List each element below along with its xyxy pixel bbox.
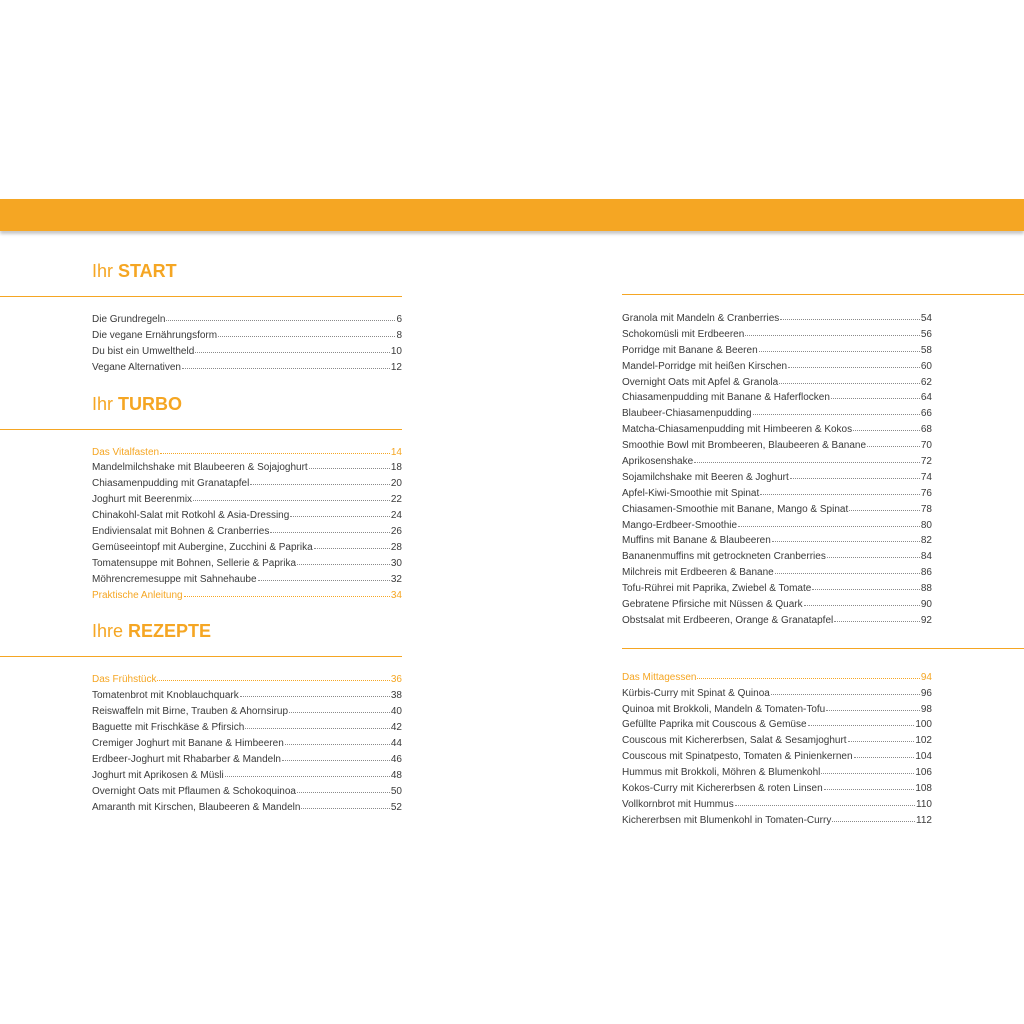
toc-entry bbox=[622, 701, 932, 717]
toc-entry-title: Amaranth mit Kirschen, Blaubeeren & Mandeln bbox=[92, 801, 301, 813]
toc-entry-title: Vegane Alternativen bbox=[92, 361, 181, 373]
toc-entry-title: Vollkornbrot mit Hummus bbox=[622, 798, 734, 810]
toc-entry-title: Möhrencremesuppe mit Sahnehaube bbox=[92, 573, 257, 585]
toc-entry-page: 30 bbox=[390, 557, 402, 569]
toc-entry-page: 108 bbox=[915, 783, 932, 795]
dot-leader bbox=[831, 388, 920, 399]
dot-leader bbox=[779, 373, 920, 384]
toc-entry-title: Aprikosenshake bbox=[622, 456, 694, 468]
toc-entry-page: 64 bbox=[920, 392, 932, 404]
toc-entry-page: 40 bbox=[390, 706, 402, 718]
toc-entry bbox=[622, 764, 932, 780]
toc-entry-title: Muffins mit Banane & Blaubeeren bbox=[622, 535, 771, 547]
toc-entry bbox=[92, 507, 402, 523]
toc-entry bbox=[92, 475, 402, 491]
toc-entry-page: 104 bbox=[915, 751, 932, 763]
toc-entry-page: 88 bbox=[920, 583, 932, 595]
toc-entry-page: 52 bbox=[390, 801, 402, 813]
toc-list-turbo bbox=[92, 444, 402, 603]
toc-entry bbox=[622, 469, 932, 485]
toc-entry-page: 44 bbox=[390, 738, 402, 750]
toc-entry-page: 38 bbox=[390, 690, 402, 702]
dot-leader bbox=[157, 670, 389, 681]
orange-header-band bbox=[0, 199, 1024, 231]
toc-entry-title: Mandelmilchshake mit Blaubeeren & Sojajoghurt bbox=[92, 462, 308, 474]
toc-entry bbox=[622, 389, 932, 405]
toc-entry bbox=[622, 548, 932, 564]
toc-entry bbox=[92, 491, 402, 507]
section-heading-rezepte: Ihre REZEPTE bbox=[92, 621, 212, 642]
dot-leader bbox=[258, 570, 390, 581]
toc-entry bbox=[92, 735, 402, 751]
toc-entry-page: 60 bbox=[920, 360, 932, 372]
dot-leader bbox=[780, 309, 920, 320]
toc-entry-title: Quinoa mit Brokkoli, Mandeln & Tomaten-Tofu bbox=[622, 703, 826, 715]
toc-entry bbox=[622, 326, 932, 342]
toc-entry-title: Die Grundregeln bbox=[92, 314, 166, 325]
dot-leader bbox=[250, 474, 390, 485]
dot-leader bbox=[788, 357, 920, 368]
toc-entry-page: 54 bbox=[920, 313, 932, 324]
toc-entry-title: Smoothie Bowl mit Brombeeren, Blaubeeren & Banane bbox=[622, 440, 867, 452]
toc-entry-title: Tomatensuppe mit Bohnen, Sellerie & Paprika bbox=[92, 557, 297, 569]
toc-entry-page: 98 bbox=[920, 703, 932, 715]
dot-leader bbox=[834, 611, 920, 622]
toc-entry bbox=[622, 532, 932, 548]
toc-entry bbox=[92, 359, 402, 375]
toc-entry-page: 80 bbox=[920, 519, 932, 531]
toc-entry-page: 34 bbox=[390, 589, 402, 601]
toc-entry-page: 18 bbox=[390, 462, 402, 474]
toc-entry bbox=[622, 596, 932, 612]
toc-entry-page: 36 bbox=[390, 674, 402, 686]
toc-chapter-entry bbox=[622, 669, 932, 685]
toc-entry-page: 42 bbox=[390, 722, 402, 734]
toc-entry-page: 12 bbox=[390, 361, 402, 373]
toc-entry bbox=[92, 767, 402, 783]
toc-entry bbox=[622, 374, 932, 390]
section-rule bbox=[622, 648, 1024, 649]
dot-leader bbox=[853, 420, 920, 431]
toc-list-rezepte bbox=[92, 671, 402, 814]
toc-entry bbox=[622, 716, 932, 732]
toc-entry-title: Joghurt mit Aprikosen & Müsli bbox=[92, 769, 224, 781]
toc-entry-title: Chinakohl-Salat mit Rotkohl & Asia-Dressing bbox=[92, 510, 290, 522]
toc-entry-title: Apfel-Kiwi-Smoothie mit Spinat bbox=[622, 487, 760, 499]
toc-entry-page: 32 bbox=[390, 573, 402, 585]
toc-entry-page: 48 bbox=[390, 769, 402, 781]
dot-leader bbox=[290, 506, 390, 517]
dot-leader bbox=[270, 522, 390, 533]
toc-entry-title: Blaubeer-Chiasamenpudding bbox=[622, 408, 752, 420]
toc-entry-page: 14 bbox=[390, 446, 402, 458]
toc-entry-title: Sojamilchshake mit Beeren & Joghurt bbox=[622, 471, 789, 483]
toc-entry bbox=[622, 580, 932, 596]
toc-entry-page: 72 bbox=[920, 456, 932, 468]
toc-entry-title: Overnight Oats mit Apfel & Granola bbox=[622, 376, 779, 388]
section-rule bbox=[0, 656, 402, 657]
toc-entry-page: 6 bbox=[396, 314, 402, 325]
dot-leader bbox=[827, 547, 920, 558]
toc-entry-title: Die vegane Ernährungsform bbox=[92, 329, 218, 341]
section-heading-turbo: Ihr TURBO bbox=[92, 393, 183, 414]
toc-entry-title: Gebratene Pfirsiche mit Nüssen & Quark bbox=[622, 599, 803, 611]
toc-entry-title: Granola mit Mandeln & Cranberries bbox=[622, 313, 780, 324]
toc-entry-page: 8 bbox=[396, 329, 402, 341]
dot-leader bbox=[182, 358, 390, 369]
toc-entry-page: 76 bbox=[920, 487, 932, 499]
toc-entry bbox=[622, 437, 932, 453]
toc-entry bbox=[622, 453, 932, 469]
toc-entry bbox=[92, 703, 402, 719]
toc-entry bbox=[622, 685, 932, 701]
toc-entry-title: Tomatenbrot mit Knoblauchquark bbox=[92, 690, 239, 702]
dot-leader bbox=[759, 341, 920, 352]
dot-leader bbox=[808, 715, 915, 726]
toc-entry bbox=[622, 517, 932, 533]
toc-entry-title: Kichererbsen mit Blumenkohl in Tomaten-Curry bbox=[622, 814, 832, 826]
dot-leader bbox=[867, 436, 920, 447]
toc-entry bbox=[92, 555, 402, 571]
toc-entry-page: 100 bbox=[915, 719, 932, 731]
toc-entry-page: 112 bbox=[916, 814, 932, 826]
toc-entry bbox=[622, 612, 932, 628]
toc-entry-page: 78 bbox=[920, 503, 932, 515]
toc-entry-title: Cremiger Joghurt mit Banane & Himbeeren bbox=[92, 738, 284, 750]
toc-entry-page: 92 bbox=[920, 614, 932, 626]
toc-entry bbox=[622, 405, 932, 421]
toc-entry-page: 102 bbox=[915, 735, 932, 747]
toc-entry bbox=[622, 358, 932, 374]
dot-leader bbox=[812, 579, 920, 590]
toc-entry-title: Couscous mit Spinatpesto, Tomaten & Pinienkernen bbox=[622, 751, 853, 763]
dot-leader bbox=[240, 686, 390, 697]
toc-entry-page: 90 bbox=[920, 599, 932, 611]
toc-entry bbox=[92, 539, 402, 555]
toc-entry-page: 82 bbox=[920, 535, 932, 547]
toc-entry-title: Hummus mit Brokkoli, Möhren & Blumenkohl bbox=[622, 767, 821, 779]
toc-entry-title: Chiasamenpudding mit Granatapfel bbox=[92, 478, 250, 490]
toc-entry-title: Obstsalat mit Erdbeeren, Orange & Granatapfel bbox=[622, 614, 834, 626]
dot-leader bbox=[848, 731, 915, 742]
toc-entry-page: 84 bbox=[920, 551, 932, 563]
toc-entry-title: Overnight Oats mit Pflaumen & Schokoquinoa bbox=[92, 785, 296, 797]
toc-entry-title: Gemüseeintopf mit Aubergine, Zucchini & Paprika bbox=[92, 541, 313, 553]
toc-entry-title: Bananenmuffins mit getrockneten Cranberries bbox=[622, 551, 826, 563]
dot-leader bbox=[753, 404, 920, 415]
toc-entry bbox=[92, 343, 402, 359]
toc-entry-page: 70 bbox=[920, 440, 932, 452]
toc-entry-page: 50 bbox=[390, 785, 402, 797]
toc-entry bbox=[92, 459, 402, 475]
toc-entry-title: Mango-Erdbeer-Smoothie bbox=[622, 519, 738, 531]
dot-leader bbox=[195, 342, 390, 353]
dot-leader bbox=[697, 668, 919, 679]
dot-leader bbox=[166, 310, 395, 321]
dot-leader bbox=[289, 702, 390, 713]
dot-leader bbox=[297, 554, 390, 565]
toc-list-start bbox=[92, 311, 402, 375]
toc-entry-page: 86 bbox=[920, 567, 932, 579]
toc-entry bbox=[92, 719, 402, 735]
toc-entry-title: Schokomüsli mit Erdbeeren bbox=[622, 328, 745, 340]
toc-entry bbox=[92, 783, 402, 799]
dot-leader bbox=[245, 718, 390, 729]
toc-entry-page: 46 bbox=[390, 753, 402, 765]
toc-entry-page: 94 bbox=[920, 671, 932, 683]
right-page-toc bbox=[622, 294, 1024, 828]
toc-entry bbox=[622, 812, 932, 828]
toc-entry-title: Das Vitalfasten bbox=[92, 446, 160, 458]
toc-entry bbox=[622, 485, 932, 501]
toc-entry-page: 28 bbox=[390, 541, 402, 553]
toc-entry bbox=[92, 687, 402, 703]
toc-entry-page: 96 bbox=[920, 687, 932, 699]
dot-leader bbox=[775, 563, 920, 574]
dot-leader bbox=[824, 779, 915, 790]
toc-entry-page: 62 bbox=[920, 376, 932, 388]
dot-leader bbox=[193, 490, 390, 501]
dot-leader bbox=[297, 782, 390, 793]
toc-entry-title: Porridge mit Banane & Beeren bbox=[622, 344, 758, 356]
dot-leader bbox=[832, 811, 915, 822]
toc-entry-title: Baguette mit Frischkäse & Pfirsich bbox=[92, 722, 245, 734]
toc-entry bbox=[622, 564, 932, 580]
toc-chapter-entry bbox=[92, 444, 402, 460]
dot-leader bbox=[790, 468, 920, 479]
section-rule bbox=[0, 429, 402, 430]
toc-entry bbox=[622, 780, 932, 796]
toc-entry-title: Couscous mit Kichererbsen, Salat & Sesamjoghurt bbox=[622, 735, 847, 747]
toc-entry-page: 58 bbox=[920, 344, 932, 356]
toc-entry-page: 22 bbox=[390, 494, 402, 506]
toc-chapter-entry bbox=[92, 587, 402, 603]
toc-entry-page: 20 bbox=[390, 478, 402, 490]
toc-entry bbox=[622, 748, 932, 764]
toc-entry bbox=[622, 342, 932, 358]
toc-entry bbox=[92, 523, 402, 539]
toc-entry-title: Gefüllte Paprika mit Couscous & Gemüse bbox=[622, 719, 807, 731]
dot-leader bbox=[735, 795, 915, 806]
toc-entry bbox=[622, 796, 932, 812]
dot-leader bbox=[745, 325, 920, 336]
dot-leader bbox=[821, 763, 914, 774]
toc-entry-page: 10 bbox=[390, 345, 402, 357]
dot-leader bbox=[314, 538, 390, 549]
dot-leader bbox=[301, 798, 389, 809]
toc-entry bbox=[92, 571, 402, 587]
toc-entry-title: Das Mittagessen bbox=[622, 671, 697, 683]
dot-leader bbox=[309, 458, 390, 469]
toc-entry-title: Kokos-Curry mit Kichererbsen & roten Linsen bbox=[622, 783, 823, 795]
toc-entry-page: 68 bbox=[920, 424, 932, 436]
section-heading-start: Ihr START bbox=[92, 261, 177, 281]
toc-entry-title: Mandel-Porridge mit heißen Kirschen bbox=[622, 360, 788, 372]
toc-entry-title: Chiasamenpudding mit Banane & Haferflocken bbox=[622, 392, 830, 404]
dot-leader bbox=[826, 700, 920, 711]
toc-entry-title: Praktische Anleitung bbox=[92, 589, 183, 601]
dot-leader bbox=[225, 766, 390, 777]
toc-entry bbox=[622, 732, 932, 748]
toc-entry bbox=[92, 799, 402, 815]
section-rule bbox=[0, 296, 402, 297]
toc-entry bbox=[622, 421, 932, 437]
toc-entry bbox=[622, 310, 932, 326]
toc-entry-title: Du bist ein Umweltheld bbox=[92, 345, 195, 357]
toc-entry-page: 56 bbox=[920, 328, 932, 340]
dot-leader bbox=[772, 531, 920, 542]
toc-entry-title: Das Frühstück bbox=[92, 674, 157, 686]
dot-leader bbox=[160, 443, 390, 454]
dot-leader bbox=[738, 516, 920, 527]
toc-entry-page: 26 bbox=[390, 526, 402, 538]
toc-entry-page: 24 bbox=[390, 510, 402, 522]
section-rule bbox=[622, 294, 1024, 295]
toc-entry-page: 66 bbox=[920, 408, 932, 420]
dot-leader bbox=[184, 586, 390, 597]
toc-entry-page: 110 bbox=[916, 798, 932, 810]
dot-leader bbox=[849, 500, 920, 511]
dot-leader bbox=[285, 734, 390, 745]
toc-entry-title: Endiviensalat mit Bohnen & Cranberries bbox=[92, 526, 270, 538]
toc-entry bbox=[622, 501, 932, 517]
toc-entry-title: Erdbeer-Joghurt mit Rhabarber & Mandeln bbox=[92, 753, 281, 765]
toc-entry-title: Tofu-Rührei mit Paprika, Zwiebel & Tomate bbox=[622, 583, 812, 595]
dot-leader bbox=[694, 452, 920, 463]
toc-entry bbox=[92, 751, 402, 767]
left-page-toc bbox=[0, 256, 404, 814]
dot-leader bbox=[804, 595, 920, 606]
toc-entry-title: Reiswaffeln mit Birne, Trauben & Ahornsirup bbox=[92, 706, 289, 718]
toc-entry-title: Matcha-Chiasamenpudding mit Himbeeren & Kokos bbox=[622, 424, 853, 436]
toc-entry-title: Kürbis-Curry mit Spinat & Quinoa bbox=[622, 687, 770, 699]
dot-leader bbox=[282, 750, 390, 761]
dot-leader bbox=[218, 326, 395, 337]
toc-chapter-entry bbox=[92, 671, 402, 687]
dot-leader bbox=[760, 484, 920, 495]
toc-entry-title: Chiasamen-Smoothie mit Banane, Mango & Spinat bbox=[622, 503, 849, 515]
toc-entry-page: 106 bbox=[915, 767, 932, 779]
toc-list-breakfast-continued bbox=[622, 310, 932, 628]
toc-entry bbox=[92, 327, 402, 343]
toc-entry bbox=[92, 311, 402, 327]
toc-entry-title: Joghurt mit Beerenmix bbox=[92, 494, 193, 506]
toc-entry-page: 74 bbox=[920, 471, 932, 483]
dot-leader bbox=[771, 684, 920, 695]
toc-list-lunch bbox=[622, 669, 932, 828]
dot-leader bbox=[854, 747, 915, 758]
toc-entry-title: Milchreis mit Erdbeeren & Banane bbox=[622, 567, 774, 579]
